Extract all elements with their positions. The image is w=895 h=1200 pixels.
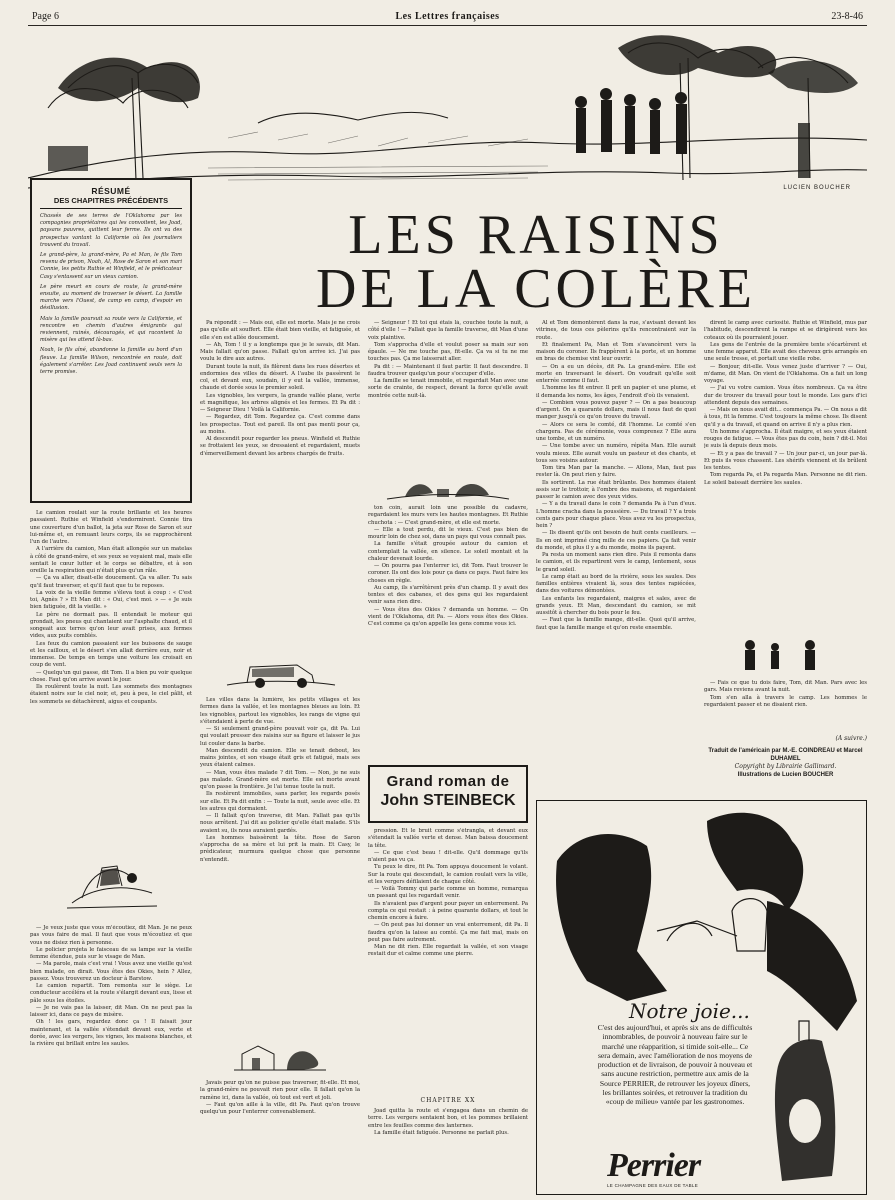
perrier-tagline: LE CHAMPAGNE DES EAUX DE TABLE [607,1183,699,1188]
article-paragraph: Tom tira Man par la manche. — Allons, Man, faut pas rester là. On peut rien y faire. [536,465,696,479]
farm-sketch-illustration [232,1040,328,1076]
article-paragraph: Javais peur qu'on ne puisse pas traverser, fit-elle. Et moi, la grand-mère ne pouvait rien pour elle. Il fallait qu'on la ramène ici, dans la vallée, où tout est vert et joli. [200,1080,360,1101]
article-paragraph: Un homme s'approcha. Il était maigre, et ses yeux étaient rouges de fatigue. — Vous êtes pas du coin, hein ? dit-il. Moi je suis là depuis deux mois. [704,428,867,450]
article-paragraph: — Une tombe avec un numéro, répéta Man. Elle aurait voulu mieux. Elle aurait voulu un pasteur et des chants, et tous ses voisins autour. [536,443,696,464]
resume-paragraph: Noah, le fils aîné, abandonne la famille au bord d'un fleuve. La famille Wilson, rencontrée en route, doit également s'arrêter. Les Joad continuent seuls vers la terre promise. [40,347,182,376]
resume-paragraph: Le grand-père, la grand-mère, Pa et Man, le fils Tom revenu de prison, Noah, Al, Rose de Saron et son mari Connie, les petits Ruthie et Winfield, et le prédicateur Casy s'entassent sur un vieux camion. [40,252,182,280]
article-paragraph: Joad quitta la route et s'engagea dans un chemin de terre. Les vergers sentaient bon, et les pommes brillaient entre les feuilles comme des lanternes. [368,1108,528,1129]
article-paragraph: Oh ! les gars, regardez donc ça ! Il faisait jour maintenant, et la vallée s'étendait devant eux, verte et dorée, avec les vergers, les vignes, les maisons blanches, et la rivière qui brillait entre les saules. [30,1019,192,1047]
article-paragraph: — Voilà Tommy qui parle comme un homme, remarqua un passant qui les regardait venir. [368,886,528,900]
article-paragraph: Les hommes baissèrent la tête. Rose de Saron s'approcha de sa mère et lui prit la main. Et Casy, le prédicateur, murmura quelque chose que personne n'entendit. [200,834,360,863]
article-paragraph: Pa dit : — Maintenant il faut partir. Il faut descendre. Il faudra trouver quelqu'un pour s'occuper d'elle. [368,363,528,377]
article-paragraph: — On pourra pas l'enterrer ici, dit Tom. Faut trouver le coroner. Ils ont des lois pour ça dans ce pays. Faut faire les choses en règle. [368,563,528,584]
translation-credit: Traduit de l'américain par M.-E. COINDREAU et Marcel DUHAMEL [708,748,863,762]
chapter-heading: CHAPITRE XX [420,1097,476,1104]
resume-box [30,178,192,503]
article-paragraph: — Man, vous êtes malade ? dit Tom. — Non, je ne suis pas malade. Grand-mère est morte. Elle est morte avant qu'on passe la frontière. Je l'ai tenue toute la nuit. [200,769,360,790]
article-paragraph: — On a eu un décès, dit Pa. La grand-mère. Elle est morte en traversant le désert. On voudrait qu'elle soit enterrée comme il faut. [536,363,696,384]
article-paragraph: — Si seulement grand-père pouvait voir ça, dit Pa. Lui qui voulait presser des raisins sur sa figure et laisser le jus lui couler dans la barbe. [200,726,360,747]
article-paragraph: Al descendit pour regarder les pneus. Winfield et Ruthie se frottaient les yeux, se dressaient et regardaient, muets d'émerveillement devant les arbres chargés de fruits. [200,436,360,457]
article-paragraph: ton coin, aurait loin une possible du cadavre, regardaient les murs vers les hautes montagnes. Et Ruthie chuchota : — C'est grand-mère, et elle est morte. [368,505,528,526]
page-header [28,8,867,26]
article-paragraph: — Je veux juste que vous m'écoutiez, dit Man. Je ne peux pas vous faire de mal. Il faut que vous m'écoutiez et que vous ne disiez rien à personne. [30,925,192,946]
article-paragraph: La famille s'était groupée autour du camion et contemplait la vallée, en silence. Le soleil montait et la chaleur devenait lourde. [368,541,528,562]
article-paragraph: L'homme les fit entrer. Il prit un papier et une plume, et il demanda les noms, les âges, l'endroit d'où ils venaient. [536,385,696,399]
perrier-logo: Perrier [607,1147,701,1184]
copyright-note: Copyright by Librairie Gallimard. [734,763,837,770]
article-paragraph: — Fais ce que tu dois faire, Tom, dit Man. Pars avec les gars. Mais reviens avant la nuit. [704,680,867,694]
article-paragraph: Le camp était au bord de la rivière, sous les saules. Des familles entières vivaient là, sous des tentes rapiécées, dans des voitures démontées. [536,573,696,595]
article-paragraph: — Mais on nous avait dit... commença Pa. — On nous a dit à tous, fit la femme. C'est toujours la même chose. Ils disent qu'il y a du travail, et quand on arrive il n'y a plus rien. [704,407,867,428]
publication-name: Les Lettres françaises [395,11,500,22]
article-paragraph: — Ils disent qu'ils ont besoin de huit cents cueilleurs. — Ils en ont imprimé cinq mille de ces papiers. Ça fait venir du monde, et plus il y a du monde, moins ils payent. [536,530,696,551]
resume-paragraph: Mais la famille poursuit sa route vers la Californie, et rencontre en chemin d'autres émigrants qui reviennent, ruinés, découragés, et qui racontent la misère qui les attend là-bas. [40,315,182,344]
text-column-5 [704,320,867,630]
article-paragraph: Al et Tom démontèrent dans la rue, s'avisant devant les vitrines, de tous ces pèlerins qu'ils rencontraient sur la route. [536,320,696,341]
credits-block [704,735,867,779]
car-sketch-illustration [222,655,340,693]
article-paragraph: Pa répondit : — Mais oui, elle est morte. Mais je ne crois pas qu'elle ait souffert. Elle était bien vieille, et fatiguée, et elle s'en est allée doucement. [200,320,360,341]
article-paragraph: dirent le camp avec curiosité. Ruthie et Winfield, mus par l'habitude, descendirent la rampe et se dirigèrent vers les coteaux où ils pourraient jouer. [704,320,867,341]
article-paragraph: Au camp, ils s'arrêtèrent près d'un champ. Il y avait des tentes et des cabanes, et des gens qui les regardaient venir sans rien dire. [368,584,528,606]
article-paragraph: Les villes dans la lumière, les petits villages et les fermes dans la vallée, et les montagnes bleues au loin. Et les vignobles, partout les vignobles, les rangs de vigne qui s'étendaient à perte de vue. [200,697,360,725]
article-paragraph: — Ce que c'est beau ! dit-elle. Qu'il dommage qu'ils n'aient pas vu ça. [368,849,528,863]
article-paragraph: — Bonjour, dit-elle. Vous venez juste d'arriver ? — Oui, m'dame, dit Man. On vient de l'Oklahoma. On a fait un long voyage. [704,363,867,384]
text-column-3d [368,1108,528,1192]
perrier-ad-illustration [537,801,867,1195]
article-paragraph: Tu peux le dire, fit Pa. Tom appuya doucement le volant. Sur la route qui descendait, le camion roulait vers la ville, et les vergers défilaient de chaque côté. [368,864,528,885]
article-paragraph: Ils n'avaient pas d'argent pour payer un enterrement. Pa compta ce qui restait : à peine quarante dollars, et tout le chemin encore à faire. [368,900,528,921]
text-column-2b [200,697,360,1037]
text-column-1b [30,925,192,1190]
perrier-advertisement [536,800,867,1195]
article-paragraph: — Y a du travail dans le coin ? demanda Pa à l'un d'eux. L'homme cracha dans la poussière. — Du travail ? Y a trois cents gars pour chaque place. Vous avez vu les prospectus, hein ? [536,501,696,529]
article-paragraph: A l'arrière du camion, Man était allongée sur un matelas à côté de grand-mère, et ses yeux se voyaient mal, mais elle sentait le cœur lutter et le corps se débattre, et à son oreille la respiration qui n'était plus qu'un râle. [30,546,192,574]
article-paragraph: — Je ne vais pas la laisser, dit Man. On ne peut pas la laisser ici, dans ce pays de misère. [30,1004,192,1018]
article-paragraph: — On peut pas lui donner un vrai enterrement, dit Pa. Il faudra qu'on la laisse au comté. Ça me fait mal, mais on peut pas faire autrement. [368,922,528,943]
title-line-1: LES RAISINS [348,204,724,266]
text-column-3b [368,505,528,760]
article-paragraph: Le père ne dormait pas. Il entendait le moteur qui grondait, les pneus qui chantaient sur l'asphalte chaud, et il songeait aux terres qu'on leur avait prises, aux fermes vides, aux puits comblés. [30,611,192,640]
illustration-credit: LUCIEN BOUCHER [783,185,851,191]
article-paragraph: Ils restèrent immobiles, sans parler, les regards posés sur elle. Et Pa dit enfin : — Toute la nuit, seule avec elle. Et les autres qui dormaient. [200,791,360,812]
article-paragraph: — Quelqu'un qui passe, dit Tom. Il a bien pu voir quelque chose. Faut qu'on arrive avant le jour. [30,669,192,683]
article-paragraph: — Ça va aller, disait-elle doucement. Ça va aller. Tu sais qu'il faut traverser, et qu'il faut que tu te reposes. [30,575,192,589]
article-paragraph: Tom regarda Pa, et Pa regarda Man. Personne ne dit rien. Le soleil baissait derrière les saules. [704,472,867,486]
article-paragraph: Pa resta un moment sans rien dire. Puis il remonta dans le camion, et ils repartirent vers le camp, lentement, sous le grand soleil. [536,552,696,573]
article-paragraph: — Ah, Tom ! il y a longtemps que je le savais, dit Man. Mais fallait qu'on passe. Fallait qu'on arrive ici. J'ai pas voulu le dire aux autres. [200,341,360,363]
article-paragraph: Ils sortirent. La rue était brûlante. Des hommes étaient assis sur le trottoir, à l'ombre des maisons, et regardaient passer le camion avec des yeux vides. [536,479,696,500]
resume-paragraph: Le père meurt en cours de route, la grand-mère ensuite, au moment de traverser le désert. La famille marche vers l'Ouest, de camp en camp, d'espoir en désillusion. [40,283,182,312]
article-paragraph: Tom s'en alla à travers le camp. Les hommes le regardaient passer et ne disaient rien. [704,694,867,708]
resume-title: RÉSUMÉ [91,186,131,196]
lamp-sketch-illustration [62,848,162,914]
article-paragraph: Durant toute la nuit, ils filèrent dans les rues désertes et endormies des villes du désert. A l'aube ils passèrent le col, et devant eux, soudain, il y eut la vallée, immense, chaude et dorée sous le premier soleil. [200,363,360,392]
text-column-3c [368,828,528,1093]
article-paragraph: Et finalement Pa, Man et Tom s'avancèrent vers la maison du coroner. Ils frappèrent à la porte, et un homme en bras de chemise vint leur ouvrir. [536,341,696,363]
resume-subtitle: DES CHAPITRES PRÉCÉDENTS [40,196,182,209]
article-paragraph: Man descendit du camion. Elle se tenait debout, les mains jointes, et son visage était gris et fatigué, mais ses yeux étaient calmes. [200,747,360,769]
article-paragraph: Les gens de l'entrée de la première tente s'écartèrent et une femme apparut. Elle avait des cheveux gris arrangés en une seule tresse, et portait une vieille robe. [704,341,867,363]
illustration-credit-line: Illustrations de Lucien BOUCHER [737,772,834,778]
article-paragraph: — Faut que la famille mange, dit-elle. Quoi qu'il arrive, faut que la famille mange et qu'on reste ensemble. [536,617,696,631]
ad-text: C'est des aujourd'hui, et après six ans de difficultés innombrables, de pouvoir à nouveau faire sur le marché une réapparition, si timide soit-elle... Ce sera demain, avec l'amélioration de nos moyens de production et de livraison, de pouvoir à nouveau et sans aucune restriction, permettre aux amis de la Source PERRIER, de retrouver les joyeux dîners, les brillantes soirées, et retrouver la tradition du «coup de milieu» vantée par les gastronomes. [597,1023,753,1107]
article-paragraph: Les vignobles, les vergers, la grande vallée plane, verte et magnifique, les arbres alignés et les fermes. Et Pa dit : — Seigneur Dieu ! Voilà la Californie. [200,392,360,413]
text-column-2c [200,1080,360,1192]
article-paragraph: Tom s'approcha d'elle et voulut poser sa main sur son épaule. — Ne me touche pas, fit-elle. Ça va si tu ne me touches pas. Ça me laisserait aller. [368,341,528,363]
article-paragraph: — Alors ce sera le comté, dit l'homme. Le comté s'en chargera. Pas de cérémonie, vous comprenez ? Elle aura une tombe, et un numéro. [536,421,696,442]
text-column-1 [30,510,192,840]
landscape-sketch-illustration [385,475,511,503]
article-paragraph: La voix de la vieille femme s'éleva tout à coup : « C'est toi, Agnès ? » Et Man dit : « Oui, c'est moi. » — « Je suis bien fatiguée, dit la vieille. » [30,589,192,611]
article-paragraph: — Et y a pas de travail ? — Un jour par-ci, un jour par-là. Et puis ils vous chassent. Les shérifs viennent et ils brûlent les tentes. [704,450,867,471]
article-paragraph: — Regardez, dit Tom. Regardez ça. C'est comme dans les prospectus. Tout est pareil. Ils ont pas menti pour ça, au moins. [200,414,360,435]
author-byline-box [368,765,528,823]
resume-paragraph: Chassés de ses terres de l'Oklahoma par les compagnies propriétaires qui les convoitent, les Joad, paysans pauvres, quittent leur ferme. Ils ont vu des prospectus vantant la Californie où les journaliers trouvent du travail. [40,213,182,248]
article-paragraph: pression. Et le bruit comme s'étrangla, et devant eux s'étendait la vallée verte et dense. Man baissa doucement la tête. [368,828,528,849]
article-paragraph: — Elle a tout perdu, dit le vieux. C'est pas bien de mourir loin de chez soi, dans un pays qui vous connaît pas. [368,526,528,540]
article-paragraph: Ils roulèrent toute la nuit. Les sommets des montagnes étaient noirs sur le ciel noir, et, peu à peu, le ciel pâlit, et les sommets se détachèrent, aigus et coupants. [30,684,192,705]
article-paragraph: — J'ai vu votre camion. Vous êtes nombreux. Ça va être dur de trouver du travail pour tout le monde. Les gars d'ici attendent depuis des semaines. [704,385,867,406]
article-paragraph: — Faut qu'on aille à la ville, dit Pa. Faut qu'on trouve quelqu'un pour l'enterrer convenablement. [200,1101,360,1115]
article-paragraph: Le camion repartit. Tom remonta sur le siège. Le conducteur accéléra et la route s'élargit devant eux, lisse et pâle sous les étoiles. [30,983,192,1004]
article-paragraph: — Vous êtes des Okies ? demanda un homme. — On vient de l'Oklahoma, dit Pa. — Alors vous êtes des Okies. C'est comme ça qu'on appelle les gens comme vous ici. [368,606,528,627]
text-column-2 [200,320,360,650]
article-paragraph: La famille était fatiguée. Personne ne parlait plus. [374,1129,509,1136]
text-column-3 [368,320,528,480]
article-paragraph: Les feux du camion passaient sur les buissons de sauge et les cailloux, et le désert s'en allait derrière eux, noir et immense. De temps en temps une voiture les croisait en coup de vent. [30,640,192,669]
article-paragraph: Les enfants les regardaient, maigres et sales, avec de grands yeux. Et Man, descendant du camion, se mit aussitôt à chercher du bois pour le feu. [536,595,696,616]
header-illustration [28,28,867,200]
to-be-continued: (A suivre.) [835,735,867,742]
page-number: Page 6 [32,11,59,22]
title-line-2: DE LA COLÈRE [316,258,756,320]
article-paragraph: Man ne dit rien. Elle regardait la vallée, et son visage restait dur et calme comme une pierre. [368,944,528,958]
ad-slogan: Notre joie... [629,999,750,1023]
byline-author: John STEINBECK [380,792,516,809]
article-paragraph: — Il fallait qu'on traverse, dit Man. Fallait pas qu'ils nous arrêtent. J'ai dit au policier qu'elle était malade. S'ils avaient su, ils nous auraient gardés. [200,813,360,834]
article-paragraph: Le policier projeta le faisceau de sa lampe sur la vieille femme étendue, puis sur le visage de Man. [30,946,192,960]
article-paragraph: Le camion roulait sur la route brillante et les heures passaient. Ruthie et Winfield s'endormirent. Connie tira une couverture d'un ballot, la jeta sur Rose de Saron et sur lui-même et, en remuant leurs corps, ils se rapprochèrent l'un de l'autre. [30,510,192,545]
article-paragraph: — Combien vous pouvez payer ? — On a pas beaucoup d'argent. On a quarante dollars, mais il nous faut de quoi manger jusqu'à ce qu'on trouve du travail. [536,399,696,421]
article-paragraph: La famille se tenait immobile, et regardait Man avec une sorte de crainte, de respect, devant la force qu'elle avait montrée cette nuit-là. [368,378,528,399]
issue-date: 23-8-46 [831,11,863,22]
article-paragraph: — Ma parole, mais c'est vrai ! Vous avez une vieille qu'est bien malade, on dirait. Vous êtes des Okies, hein ? Allez, passez. Vous trouverez un docteur à Barstow. [30,961,192,982]
article-title [205,204,867,320]
article-paragraph: — Seigneur ! Et toi qui étais là, couchée toute la nuit, à côté d'elle ! — Fallait que la famille traverse, dit Man d'une voix plaintive. [368,320,528,341]
byline-line-1: Grand roman de [386,773,510,790]
family-sketch-illustration [730,635,840,675]
